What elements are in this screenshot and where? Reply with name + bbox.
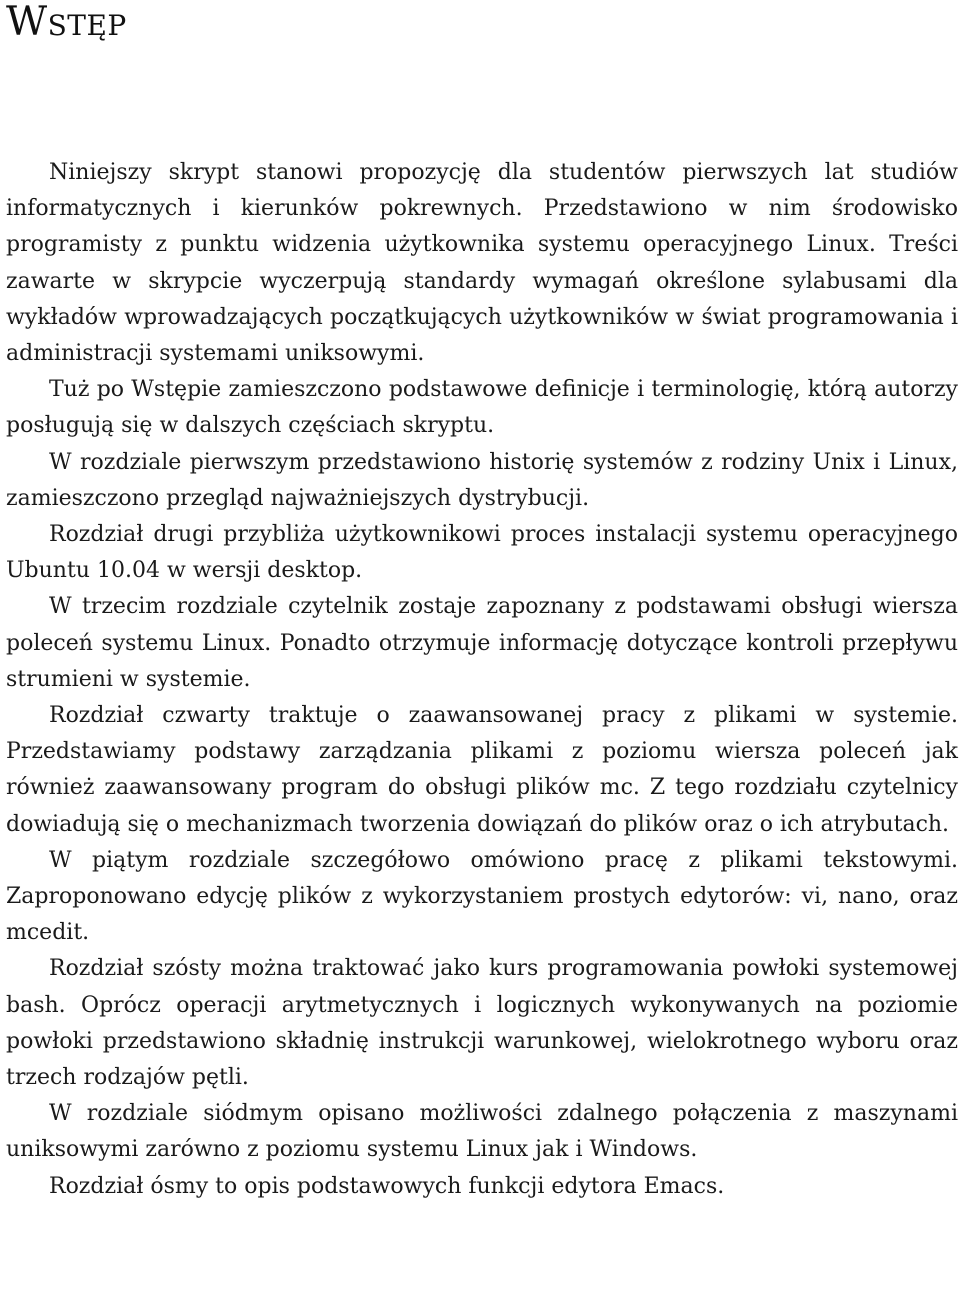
paragraph-chapter-6: Rozdział szósty można traktować jako kurs programowania powłoki systemowej bash. Oprócz operacji arytmetycznych i logicznych wykonywanych na poziomie powłoki przedstawiono składnię instrukcji warunkowej, wielokrotnego wyboru oraz trzech rodzajów pętli. [6, 956, 958, 1091]
paragraph-chapter-2: Rozdział drugi przybliża użytkownikowi proces instalacji systemu operacyjnego Ubuntu 10.04 w wersji desktop. [6, 522, 958, 584]
paragraph-chapter-3: W trzecim rozdziale czytelnik zostaje zapoznany z podstawami obsługi wiersza poleceń systemu Linux. Ponadto otrzymuje informację dotyczące kontroli przepływu strumieni w systemie. [6, 594, 958, 692]
paragraph-chapter-8: Rozdział ósmy to opis podstawowych funkcji edytora Emacs. [49, 1173, 725, 1199]
paragraph-chapter-5: W piątym rozdziale szczegółowo omówiono pracę z plikami tekstowymi. Zaproponowano edycję plików z wykorzystaniem prostych edytorów: vi, nano, oraz mcedit. [6, 847, 958, 946]
paragraph-chapter-4: Rozdział czwarty traktuje o zaawansowanej pracy z plikami w systemie. Przedstawiamy podstawy zarządzania plikami z poziomu wiersza poleceń jak również zaawansowany program do obsługi plików mc. Z tego rozdziału czytelnicy dowiadują się o mechanizmach tworzenia dowiązań do plików oraz o ich atrybutach. [6, 703, 958, 837]
paragraph-chapter-7: W rozdziale siódmym opisano możliwości zdalnego połączenia z maszynami uniksowymi zarówno z poziomu systemu Linux jak i Windows. [6, 1101, 958, 1163]
body-text [6, 155, 958, 1205]
paragraph-chapter-1: W rozdziale pierwszym przedstawiono historię systemów z rodziny Unix i Linux, zamieszczono przegląd najważniejszych dystrybucji. [6, 449, 958, 511]
paragraph-definitions: Tuż po Wstępie zamieszczono podstawowe definicje i terminologię, którą autorzy posługują się w dalszych częściach skryptu. [6, 377, 958, 439]
chapter-heading: Wstęp [6, 0, 127, 45]
paragraph-intro: Niniejszy skrypt stanowi propozycję dla studentów pierwszych lat studiów informatycznych i kierunków pokrewnych. Przedstawiono w nim środowisko programisty z punktu widzenia użytkownika systemu operacyjnego Linux. Treści zawarte w skrypcie wyczerpują standardy wymagań określone sylabusami dla wykładów wprowadzających początkujących użytkowników w świat programowania i administracji systemami uniksowymi. [6, 160, 958, 367]
